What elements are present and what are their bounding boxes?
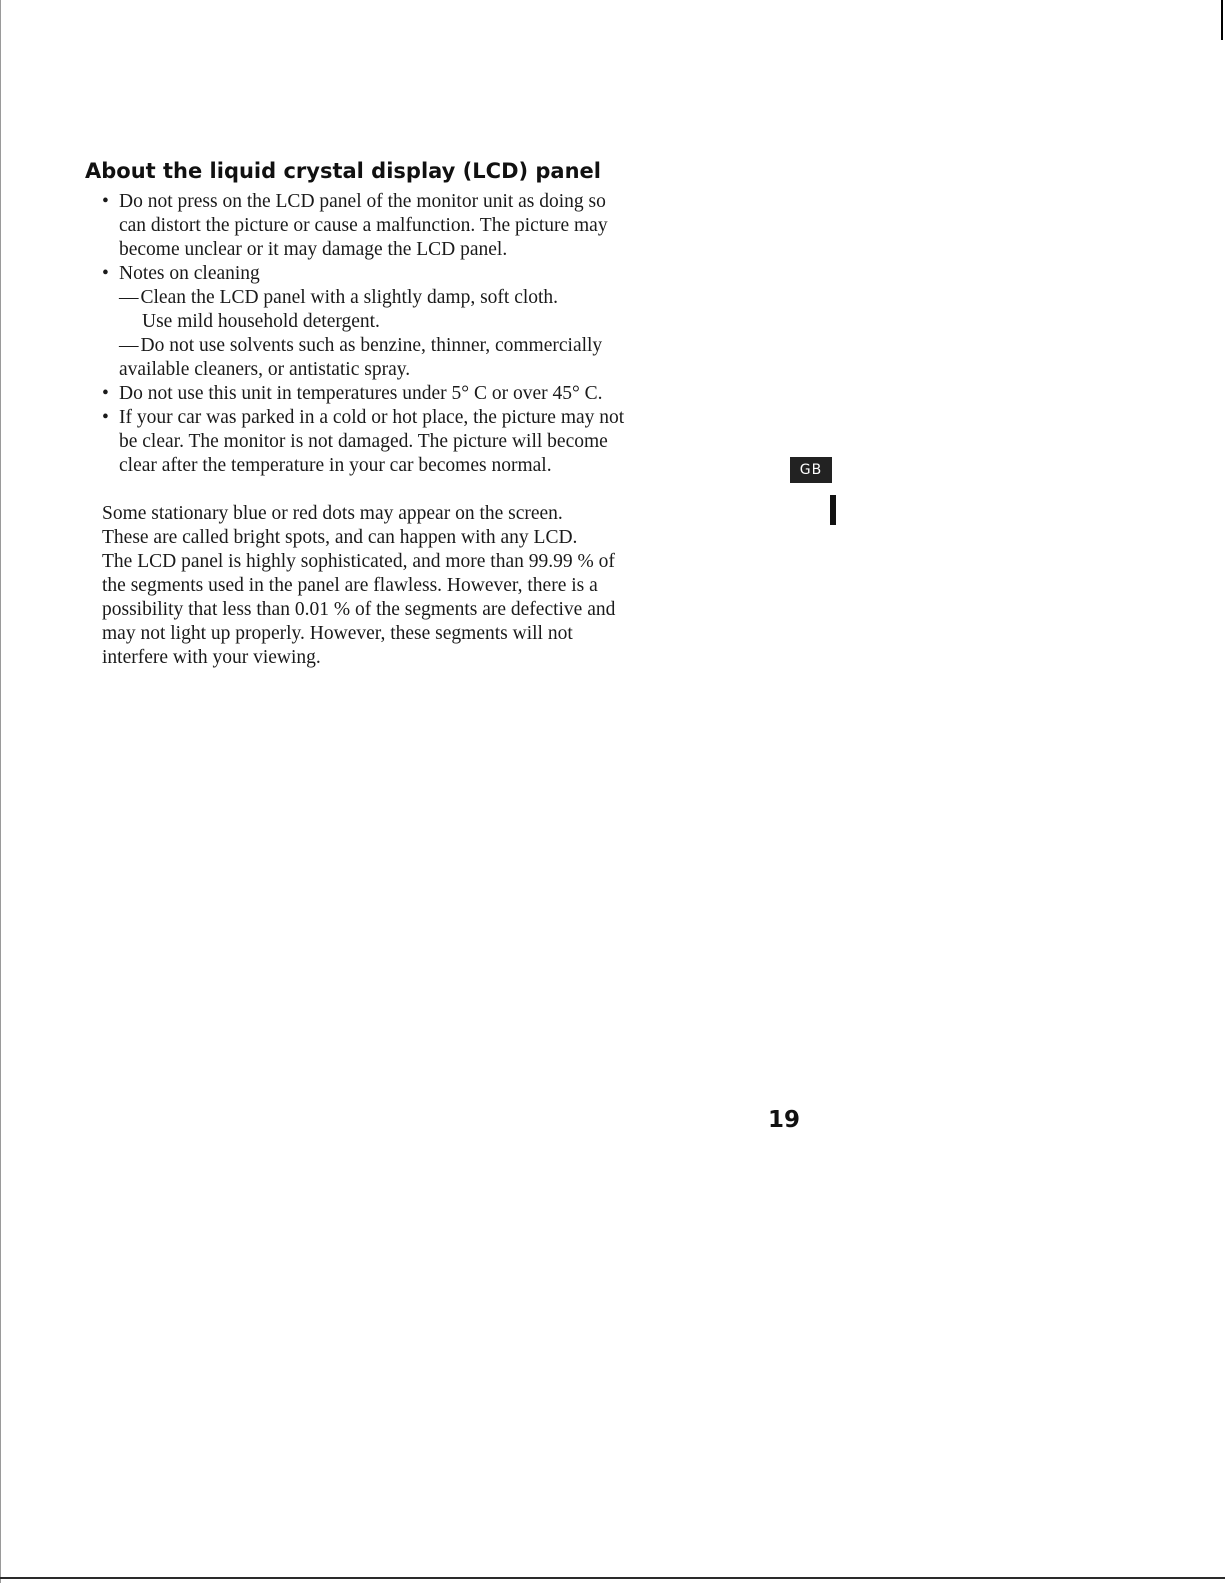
bullet-line: be clear. The monitor is not damaged. The picture will become: [119, 431, 608, 452]
sub-text: Do not use solvents such as benzine, thinner, commercially: [140, 335, 603, 356]
bullet-icon: •: [102, 383, 109, 404]
paragraph-line: Some stationary blue or red dots may appear on the screen.: [102, 503, 563, 524]
page-edge-left: [0, 0, 1, 1583]
sub-line: Use mild household detergent.: [142, 311, 380, 332]
bright-spots-paragraph: [102, 502, 722, 670]
bullet-line: Do not use this unit in temperatures under 5° C or over 45° C.: [119, 383, 603, 404]
page-edge-mark: [1221, 0, 1223, 40]
sub-line: available cleaners, or antistatic spray.: [119, 359, 411, 380]
paragraph-line: may not light up properly. However, these segments will not: [102, 623, 573, 644]
paragraph-line: interfere with your viewing.: [102, 647, 321, 668]
page-edge-bottom: [0, 1577, 1225, 1579]
language-tab-badge: GB: [790, 457, 832, 483]
bullet-list: [102, 190, 722, 478]
paragraph-line: The LCD panel is highly sophisticated, and more than 99.99 % of: [102, 551, 615, 572]
paragraph-line: possibility that less than 0.01 % of the segments are defective and: [102, 599, 616, 620]
dash-icon: —: [119, 335, 139, 356]
bullet-icon: •: [102, 263, 109, 284]
sub-text: Clean the LCD panel with a slightly damp, soft cloth.: [140, 287, 559, 308]
thumb-index-mark: [830, 495, 836, 525]
section-heading: About the liquid crystal display (LCD) panel: [85, 159, 601, 183]
bullet-line: Do not press on the LCD panel of the monitor unit as doing so: [119, 191, 606, 212]
bullet-line: become unclear or it may damage the LCD panel.: [119, 239, 508, 260]
paragraph-line: These are called bright spots, and can happen with any LCD.: [102, 527, 578, 548]
bullet-item-temperature: [102, 382, 722, 406]
paragraph-line: the segments used in the panel are flawless. However, there is a: [102, 575, 598, 596]
bullet-icon: •: [102, 407, 109, 428]
bullet-item-pressing: [102, 190, 722, 262]
sub-line: [119, 286, 722, 310]
section-body: [102, 190, 722, 670]
bullet-line: If your car was parked in a cold or hot place, the picture may not: [119, 407, 625, 428]
bullet-line: can distort the picture or cause a malfunction. The picture may: [119, 215, 608, 236]
bullet-item-cleaning: [102, 262, 722, 382]
cleaning-sub-list: [119, 286, 722, 382]
sub-item-damp-cloth: [119, 286, 722, 334]
bullet-item-parked-car: [102, 406, 722, 478]
page-number: 19: [768, 1107, 801, 1133]
dash-icon: —: [119, 287, 139, 308]
bullet-icon: •: [102, 191, 109, 212]
bullet-label: Notes on cleaning: [119, 263, 260, 284]
sub-item-no-solvents: [119, 334, 722, 382]
bullet-line: clear after the temperature in your car becomes normal.: [119, 455, 552, 476]
sub-line: [119, 334, 722, 358]
